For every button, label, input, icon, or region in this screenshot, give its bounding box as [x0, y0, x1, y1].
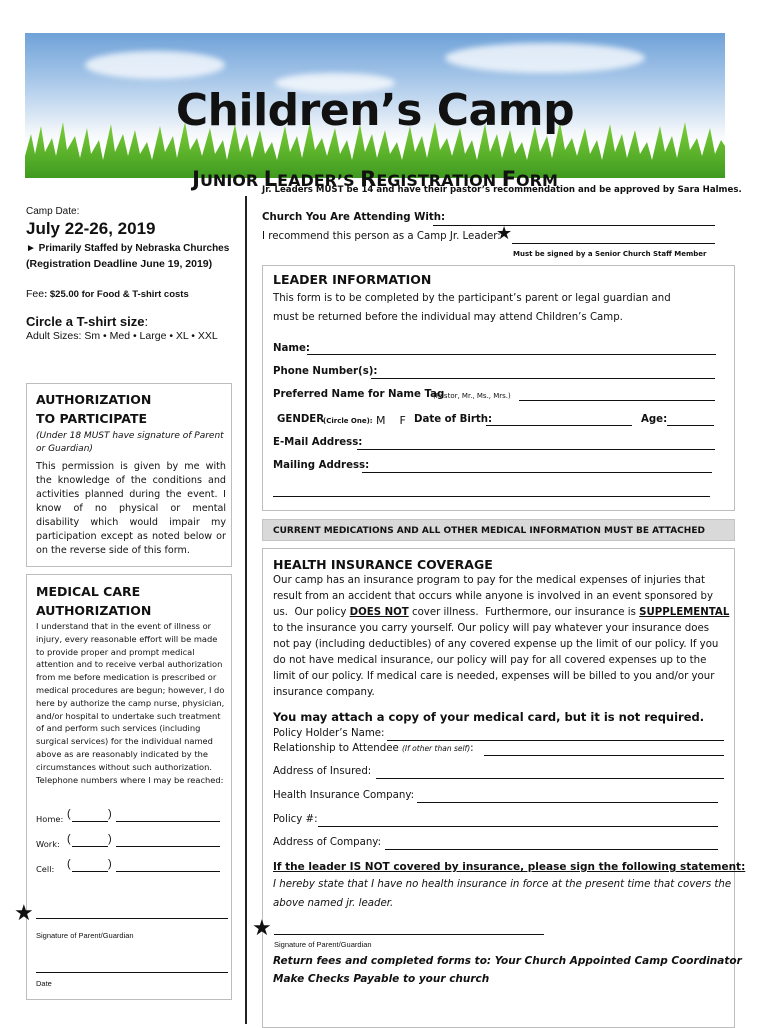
- insurance-p7: limit of our policy. If medical care is needed, expenses will be billed to you and/or your: [273, 671, 715, 682]
- email-label: E-Mail Address:: [273, 437, 363, 448]
- relationship-note: (If other than self): [402, 744, 471, 753]
- does-not-emphasis: DOES NOT: [349, 607, 409, 618]
- insurance-title: HEALTH INSURANCE COVERAGE: [273, 557, 493, 572]
- subtitle-part: EADER’S: [277, 171, 361, 190]
- insurance-p3: [273, 607, 729, 618]
- dob-label: Date of Birth:: [414, 414, 493, 425]
- insurance-p5: not pay (including deductibles) of any covered expense up the limit of our policy. If you: [273, 639, 719, 650]
- attach-note: You may attach a copy of your medical card, but it is not required.: [273, 710, 705, 724]
- preferred-name-label: Preferred Name for Name Tag: [273, 389, 445, 400]
- insurance-p6: do not have medical insurance, our policy will pay for all covered expenses up to the: [273, 655, 707, 666]
- mailing-field-1[interactable]: [362, 472, 712, 473]
- age-label: Age:: [641, 414, 668, 425]
- cloud-graphic: [445, 43, 645, 73]
- tshirt-title: [26, 314, 148, 329]
- medications-banner: CURRENT MEDICATIONS AND ALL OTHER MEDICAL INFORMATION MUST BE ATTACHED: [262, 519, 735, 541]
- cell-phone-field[interactable]: [116, 871, 220, 872]
- camp-date: July 22-26, 2019: [26, 219, 156, 238]
- return-line-1: Return fees and completed forms to: Your Church Appointed Camp Coordinator: [273, 955, 742, 967]
- statement-title-text: If the leader IS NOT covered by insurance, please sign the following statement: [273, 861, 742, 873]
- work-paren-open: (: [67, 833, 71, 845]
- insurance-p1: Our camp has an insurance program to pay for the medical expenses of injuries that: [273, 575, 705, 586]
- authorization-body: This permission is given by me with the knowledge of the conditions and activities planned during the event. I know of no physical or mental disability which would impair my participation except as noted below or on the reverse side of this form.: [36, 461, 226, 556]
- subtitle-part: L: [263, 167, 278, 191]
- authorization-box: [26, 383, 232, 567]
- address-company-label: Address of Company:: [273, 837, 382, 848]
- medical-title-2: AUTHORIZATION: [36, 603, 152, 618]
- tshirt-sizes: Adult Sizes: Sm • Med • Large • XL • XXL: [26, 330, 218, 342]
- name-field[interactable]: [307, 354, 716, 355]
- company-field[interactable]: [417, 802, 718, 803]
- home-paren-close: ): [108, 808, 112, 820]
- work-area-code-field[interactable]: [72, 846, 108, 847]
- relationship-label-text: Relationship to Attendee: [273, 743, 399, 754]
- deadline-note: (Registration Deadline June 19, 2019): [26, 258, 213, 270]
- subtitle-part: F: [501, 167, 517, 191]
- no-insurance-signature-label: Signature of Parent/Guardian: [274, 940, 372, 949]
- subtitle-part: J: [192, 167, 200, 191]
- mailing-field-2[interactable]: [273, 496, 710, 497]
- subtitle-part: R: [360, 167, 377, 191]
- address-company-field[interactable]: [385, 849, 718, 850]
- column-divider: [245, 196, 247, 1024]
- fee-line: [26, 288, 189, 300]
- statement-line-1: I hereby state that I have no health insurance in force at the present time that covers the: [273, 879, 732, 890]
- no-insurance-signature-field[interactable]: [274, 934, 544, 935]
- gender-note: (Circle One):: [323, 417, 373, 425]
- parent-signature-field[interactable]: [36, 918, 228, 919]
- statement-colon: :: [741, 861, 746, 873]
- age-field[interactable]: [667, 425, 714, 426]
- parent-signature-label: Signature of Parent/Guardian: [36, 931, 134, 940]
- leader-info-title: LEADER INFORMATION: [273, 272, 432, 287]
- insurance-p3-a: us. Our policy: [273, 607, 350, 618]
- home-area-code-field[interactable]: [72, 821, 108, 822]
- cell-area-code-field[interactable]: [72, 871, 108, 872]
- policy-label: Policy #:: [273, 814, 318, 825]
- insurance-p8: insurance company.: [273, 687, 375, 698]
- return-line-2: Make Checks Payable to your church: [273, 973, 490, 985]
- phone-label: Phone Number(s):: [273, 366, 378, 377]
- work-label: Work:: [36, 839, 60, 849]
- camp-date-label: Camp Date:: [26, 206, 80, 217]
- work-phone-field[interactable]: [116, 846, 220, 847]
- insurance-p4: to the insurance you carry yourself. Our policy will pay whatever your insurance does: [273, 623, 710, 634]
- tshirt-title-text: Circle a T-shirt size: [26, 314, 145, 329]
- star-icon: ★: [496, 223, 513, 243]
- subtitle-part: ORM: [516, 171, 558, 190]
- address-insured-field[interactable]: [376, 778, 724, 779]
- authorization-note: (Under 18 MUST have signature of Parent or Guardian): [36, 431, 224, 454]
- fee-text: : $25.00 for Food & T-shirt costs: [44, 289, 189, 300]
- insurance-p3-b: cover illness. Furthermore, our insurance is: [408, 607, 640, 618]
- home-label: Home:: [36, 814, 64, 824]
- preferred-name-field[interactable]: [519, 400, 715, 401]
- preferred-name-note: (Pastor, Mr., Ms., Mrs.): [433, 392, 511, 400]
- star-icon: ★: [252, 915, 272, 940]
- gender-options[interactable]: M F: [376, 414, 406, 427]
- statement-title: [273, 861, 745, 873]
- church-field[interactable]: [433, 225, 715, 226]
- dob-field[interactable]: [486, 425, 632, 426]
- fee-label: Fee: [26, 288, 45, 300]
- relationship-field[interactable]: [484, 755, 724, 756]
- policy-field[interactable]: [318, 826, 718, 827]
- subtitle-part: UNIOR: [199, 171, 264, 190]
- cell-label: Cell:: [36, 864, 55, 874]
- home-paren-open: (: [67, 808, 71, 820]
- cloud-graphic: [85, 51, 225, 79]
- mailing-label: Mailing Address:: [273, 460, 370, 471]
- name-label: Name:: [273, 343, 310, 354]
- relationship-label: [273, 743, 474, 754]
- tshirt-title-colon: :: [144, 314, 149, 329]
- statement-line-2: above named jr. leader.: [273, 898, 394, 909]
- subtitle-part: EGISTRATION: [376, 171, 502, 190]
- cell-paren-open: (: [67, 858, 71, 870]
- work-paren-close: ): [108, 833, 112, 845]
- staffed-note: ► Primarily Staffed by Nebraska Churches: [26, 243, 230, 254]
- medical-body: I understand that in the event of illness or injury, every reasonable effort will be made to provide proper and prompt medical attention and to receive verbal authorization from me before medication is prescribed or medical procedures are begun; however, I do here by authorize the camp nurse, physician, and/or hospital to undertake such treatment of and perform such services (including surgical services) for the individual named above as are reasonably indicated by the circumstances without such authorization. Telephone numbers where I may be reached:: [36, 621, 225, 785]
- address-insured-label: Address of Insured:: [273, 766, 372, 777]
- star-icon: ★: [14, 900, 34, 925]
- insurance-p2: result from an accident that occurs while anyone is involved in an event sponsored by: [273, 591, 713, 602]
- date-field[interactable]: [36, 972, 228, 973]
- authorization-title-2: TO PARTICIPATE: [36, 411, 148, 426]
- holder-label: Policy Holder’s Name:: [273, 728, 385, 739]
- recommend-label: I recommend this person as a Camp Jr. Leader:: [262, 231, 501, 242]
- leader-intro-2: must be returned before the individual may attend Children’s Camp.: [273, 312, 623, 323]
- phone-field[interactable]: [371, 378, 715, 379]
- requirement-note: Jr. Leaders MUST be 14 and have their pastor’s recommendation and be approved by Sara Halmes.: [262, 185, 742, 195]
- company-label: Health Insurance Company:: [273, 790, 415, 801]
- home-phone-field[interactable]: [116, 821, 220, 822]
- staff-note: Must be signed by a Senior Church Staff Member: [513, 250, 707, 258]
- supplemental-emphasis: SUPPLEMENTAL: [639, 607, 730, 618]
- holder-field[interactable]: [387, 740, 724, 741]
- church-label: Church You Are Attending With:: [262, 212, 446, 223]
- page-title: Children’s Camp: [175, 85, 575, 136]
- email-field[interactable]: [357, 449, 715, 450]
- leader-intro-1: This form is to be completed by the participant’s parent or legal guardian and: [273, 293, 671, 304]
- recommend-signature-field[interactable]: [512, 243, 715, 244]
- authorization-title-1: AUTHORIZATION: [36, 392, 152, 407]
- relationship-colon: :: [470, 743, 474, 754]
- date-label: Date: [36, 979, 52, 988]
- medical-title-1: MEDICAL CARE: [36, 584, 141, 599]
- gender-label: GENDER: [277, 414, 325, 425]
- cell-paren-close: ): [108, 858, 112, 870]
